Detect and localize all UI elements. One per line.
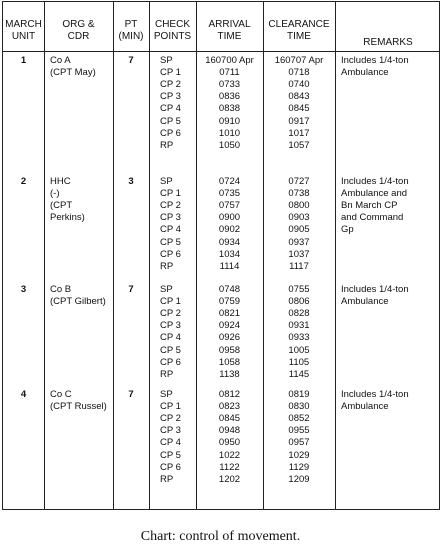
check-point: CP 5	[160, 449, 181, 461]
clearance-time: 1105	[288, 356, 310, 368]
arrival-time: 0711	[219, 67, 240, 79]
check-point: CP 1	[160, 401, 181, 413]
pt-minutes: 3	[128, 176, 134, 187]
arrival-time: 1138	[219, 368, 240, 380]
clearance-time: 0830	[288, 401, 310, 413]
clearance-time: 1145	[288, 368, 310, 380]
clearance-time: 0755	[288, 284, 310, 295]
header-line: REMARKS	[363, 37, 413, 48]
check-point: SP	[160, 389, 173, 400]
march-unit-number: 2	[20, 176, 27, 187]
check-point: CP 3	[160, 212, 181, 224]
check-point: CP 2	[160, 308, 181, 320]
header-line: UNIT	[11, 31, 36, 42]
arrival-time: 0845	[218, 413, 241, 425]
check-point: CP 5	[160, 115, 181, 127]
arrival-time: 0838	[218, 103, 241, 115]
clearance-time: 0903	[288, 212, 310, 224]
check-point: CP 1	[160, 67, 181, 79]
header-divider	[3, 51, 439, 52]
header-line: ARRIVAL	[208, 19, 251, 30]
arrival-time: 0900	[218, 212, 241, 224]
arrival-time: 1050	[218, 139, 241, 151]
arrival-time: 160700 Apr	[205, 55, 254, 66]
clearance-time: 1005	[288, 344, 310, 356]
figure-caption: Chart: control of movement.	[140, 529, 301, 544]
check-point: CP 4	[160, 103, 181, 115]
clearance-time: 0740	[288, 79, 310, 91]
arrival-time: 1122	[219, 461, 240, 473]
movement-control-table	[2, 1, 440, 510]
arrival-time: 1022	[218, 449, 241, 461]
clearance-time: 160707 Apr	[274, 55, 324, 66]
check-point: RP	[160, 260, 174, 272]
clearance-time: 0933	[288, 332, 310, 344]
check-point: CP 6	[160, 356, 181, 368]
clearance-time: 0843	[288, 91, 310, 103]
org-cdr-line: (CPT Gilbert)	[50, 296, 106, 308]
org-cdr-line: Co A	[50, 55, 71, 66]
check-point: CP 1	[160, 296, 181, 308]
arrival-time: 0724	[218, 176, 241, 187]
org-cdr-line: (CPT	[50, 200, 73, 212]
arrival-time: 0759	[218, 296, 241, 308]
check-point: CP 4	[160, 437, 181, 449]
org-cdr-line: (-)	[50, 188, 60, 200]
arrival-time: 1114	[219, 260, 240, 272]
clearance-time: 1017	[288, 127, 310, 139]
march-unit-number: 4	[20, 389, 27, 400]
clearance-time: 1057	[288, 139, 310, 151]
header-march-unit	[3, 19, 44, 43]
remarks-line: Ambulance	[341, 67, 389, 79]
remarks-line: Includes 1/4-ton	[341, 176, 409, 187]
arrival-time: 0924	[218, 320, 241, 332]
remarks-line: Includes 1/4-ton	[341, 55, 409, 66]
arrival-time: 0934	[218, 236, 241, 248]
column-divider	[113, 2, 114, 509]
clearance-time: 0955	[288, 425, 310, 437]
remarks-line: and Command	[341, 212, 404, 224]
arrival-time: 0823	[218, 401, 241, 413]
remarks-line: Bn March CP	[341, 200, 398, 212]
check-point: CP 6	[160, 248, 181, 260]
org-cdr-line: Perkins)	[50, 212, 85, 224]
pt-minutes: 7	[128, 389, 134, 400]
march-unit-number: 3	[20, 284, 27, 295]
header-line: POINTS	[153, 31, 192, 42]
arrival-time: 1058	[218, 356, 241, 368]
check-point: CP 4	[160, 224, 181, 236]
remarks-line: Ambulance	[341, 401, 389, 413]
arrival-time: 0910	[218, 115, 241, 127]
column-divider	[335, 2, 336, 509]
header-line: MARCH	[5, 19, 42, 30]
check-point: RP	[160, 368, 174, 380]
check-point: CP 2	[160, 200, 181, 212]
check-point: CP 6	[160, 461, 181, 473]
clearance-time: 0806	[288, 296, 310, 308]
header-line: CDR	[67, 31, 90, 42]
arrival-time: 0958	[218, 344, 241, 356]
arrival-time: 1202	[218, 473, 241, 485]
arrival-time: 0948	[218, 425, 241, 437]
clearance-time: 0917	[288, 115, 310, 127]
arrival-time: 0757	[218, 200, 241, 212]
clearance-time: 0819	[288, 389, 310, 400]
check-point: RP	[160, 139, 174, 151]
clearance-time: 0905	[288, 224, 310, 236]
check-point: CP 5	[160, 344, 181, 356]
org-cdr-line: Co C	[50, 389, 72, 400]
header-line: ORG &	[62, 19, 95, 30]
header-org-cdr	[44, 19, 113, 43]
header-line: CHECK	[154, 19, 190, 30]
arrival-time: 0902	[218, 224, 241, 236]
arrival-time: 0821	[218, 308, 241, 320]
arrival-time: 0733	[218, 79, 241, 91]
check-point: CP 4	[160, 332, 181, 344]
org-cdr-line: Co B	[50, 284, 72, 295]
clearance-time: 0718	[288, 67, 310, 79]
header-arrival-time	[196, 19, 263, 43]
arrival-time: 1010	[218, 127, 241, 139]
arrival-time: 0950	[218, 437, 241, 449]
check-point: CP 2	[160, 79, 181, 91]
remarks-line: Ambulance	[341, 296, 389, 308]
check-point: CP 2	[160, 413, 181, 425]
clearance-time: 1209	[288, 473, 310, 485]
header-line: TIME	[217, 31, 242, 42]
org-cdr-line: (CPT May)	[50, 67, 96, 79]
check-point: SP	[160, 176, 173, 187]
column-divider	[149, 2, 150, 509]
arrival-time: 0812	[218, 389, 241, 400]
check-point: SP	[160, 55, 173, 66]
clearance-time: 0852	[288, 413, 310, 425]
check-point: CP 3	[160, 91, 181, 103]
clearance-time: 0727	[288, 176, 310, 187]
remarks-line: Includes 1/4-ton	[341, 389, 409, 400]
header-line: CLEARANCE	[268, 19, 330, 30]
header-remarks	[335, 37, 441, 49]
arrival-time: 0836	[218, 91, 241, 103]
column-divider	[44, 2, 45, 509]
clearance-time: 0957	[288, 437, 310, 449]
header-line: TIME	[287, 31, 311, 42]
clearance-time: 0800	[288, 200, 310, 212]
clearance-time: 0828	[288, 308, 310, 320]
march-unit-number: 1	[20, 55, 27, 66]
header-pt-min	[113, 19, 149, 43]
arrival-time: 0735	[218, 188, 241, 200]
remarks-line: Includes 1/4-ton	[341, 284, 409, 295]
pt-minutes: 7	[128, 55, 134, 66]
arrival-time: 0926	[218, 332, 241, 344]
header-line: PT	[124, 19, 138, 30]
clearance-time: 1129	[288, 461, 310, 473]
check-point: CP 3	[160, 320, 181, 332]
remarks-line: Gp	[341, 224, 354, 236]
check-point: CP 6	[160, 127, 181, 139]
check-point: SP	[160, 284, 173, 295]
check-point: CP 3	[160, 425, 181, 437]
header-line: (MIN)	[118, 31, 144, 42]
clearance-time: 0931	[288, 320, 310, 332]
org-cdr-line: (CPT Russel)	[50, 401, 107, 413]
arrival-time: 0748	[218, 284, 241, 295]
org-cdr-line: HHC	[50, 176, 71, 187]
remarks-line: Ambulance and	[341, 188, 408, 200]
check-point: RP	[160, 473, 174, 485]
clearance-time: 1037	[288, 248, 310, 260]
arrival-time: 1034	[218, 248, 241, 260]
header-clearance-time	[263, 19, 335, 43]
clearance-time: 0937	[288, 236, 310, 248]
header-check-points	[149, 19, 196, 43]
clearance-time: 0738	[288, 188, 310, 200]
clearance-time: 1029	[288, 449, 310, 461]
clearance-time: 1117	[289, 260, 309, 272]
clearance-time: 0845	[288, 103, 310, 115]
check-point: CP 5	[160, 236, 181, 248]
pt-minutes: 7	[128, 284, 134, 295]
check-point: CP 1	[160, 188, 181, 200]
